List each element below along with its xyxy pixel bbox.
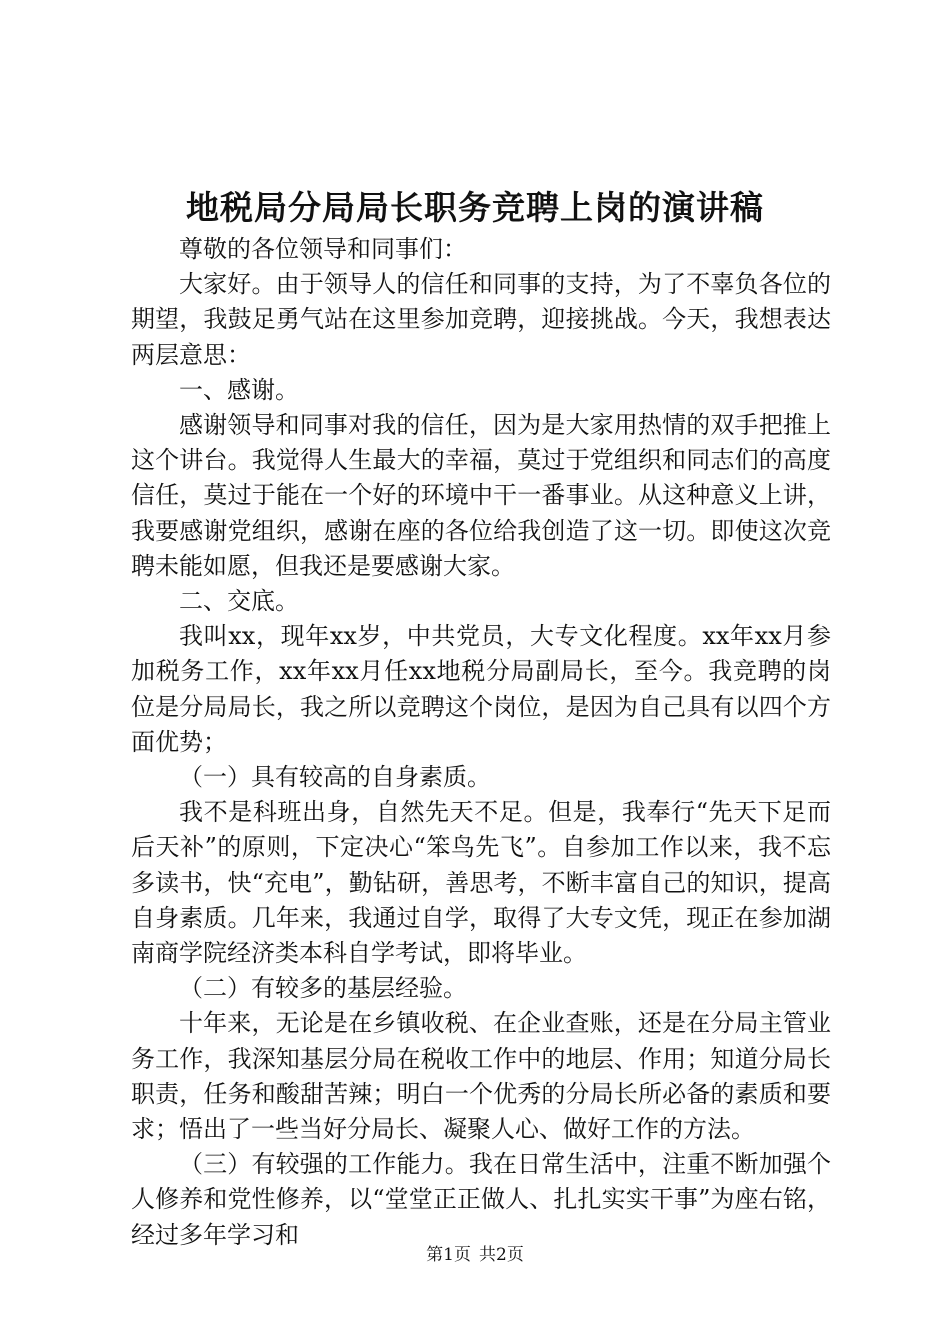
- subsection-heading: （一）具有较高的自身素质。: [179, 763, 491, 792]
- section-heading: 二、交底。: [179, 587, 299, 616]
- subsection-heading: （二）有较多的基层经验。: [179, 974, 467, 1003]
- paragraph: 感谢领导和同事对我的信任，因为是大家用热情的双手把推上这个讲台。我觉得人生最大的幸福，莫过于党组织和同志们的高度信任，莫过于能在一个好的环境中干一番事业。从这种意义上讲，我要感谢党组织，感谢在座的各位给我创造了这一切。即使这次竞聘未能如愿，但我还是要感谢大家。: [131, 411, 831, 580]
- paragraph: 大家好。由于领导人的信任和同事的支持，为了不辜负各位的期望，我鼓足勇气站在这里参加竞聘，迎接挑战。今天，我想表达两层意思：: [131, 270, 831, 369]
- document-title: 地税局分局局长职务竞聘上岗的演讲稿: [186, 188, 764, 227]
- page-number: 第1页: [426, 1245, 471, 1265]
- salutation: 尊敬的各位领导和同事们：: [179, 235, 467, 263]
- paragraph: 我叫xx，现年xx岁，中共党员，大专文化程度。xx年xx月参加税务工作，xx年xx月任xx地税分局副局长，至今。我竞聘的岗位是分局局长，我之所以竞聘这个岗位，是因为自己具有以四个方面优势；: [131, 622, 831, 756]
- paragraph: （三）有较强的工作能力。我在日常生活中，注重不断加强个人修养和党性修养，以“堂堂正正做人、扎扎实实干事”为座右铭，经过多年学习和: [131, 1150, 831, 1249]
- document-body: [131, 232, 831, 1253]
- paragraph: 十年来，无论是在乡镇收税、在企业查账，还是在分局主管业务工作，我深知基层分局在税收工作中的地层、作用；知道分局长职责，任务和酸甜苦辣；明白一个优秀的分局长所必备的素质和要求；悟出了一些当好分局长、凝聚人心、做好工作的方法。: [131, 1009, 831, 1144]
- page-footer: [0, 1244, 950, 1266]
- page-total: 共2页: [479, 1245, 524, 1265]
- section-heading: 一、感谢。: [179, 375, 299, 404]
- paragraph: 我不是科班出身，自然先天不足。但是，我奉行“先天下足而后天补”的原则，下定决心“笨鸟先飞”。自参加工作以来，我不忘多读书，快“充电”，勤钻研，善思考，不断丰富自己的知识，提高自身素质。几年来，我通过自学，取得了大专文凭，现正在参加湖南商学院经济类本科自学考试，即将毕业。: [131, 798, 831, 968]
